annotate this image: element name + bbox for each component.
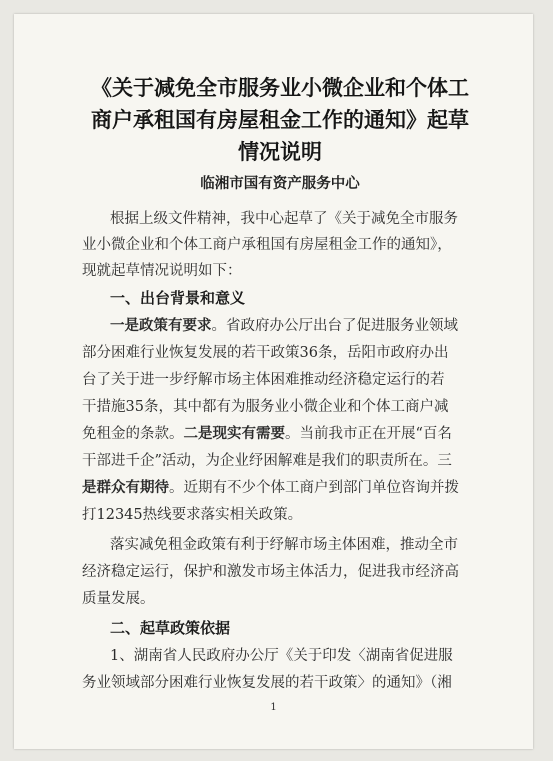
section-1-para-1-line-6: 干部进千企”活动，为企业纾困解难是我们的职责所在。三 <box>82 453 452 469</box>
section-1-para-1-line-7 <box>82 476 492 500</box>
intro-line-2: 业小微企业和个体工商户承租国有房屋租金工作的通知》， <box>82 237 452 253</box>
document-title-line-2: 商户承租国有房屋租金工作的通知》起草 <box>91 108 469 132</box>
text-run: 。当前我市正在开展“百名 <box>285 426 452 442</box>
section-2-heading: 二、起草政策依据 <box>110 619 231 637</box>
section-1-para-1-line-4: 干措施35条，其中都有为服务业小微企业和个体工商户减 <box>82 399 449 415</box>
emphasis-point-1: 一是政策有要求 <box>110 318 212 334</box>
document-page <box>14 14 533 749</box>
section-1-para-1-line-5 <box>82 422 492 446</box>
intro-line-3: 现就起草情况说明如下： <box>82 263 242 279</box>
section-2-para-1-line-1: 1、湖南省人民政府办公厅《关于印发〈湖南省促进服 <box>110 648 453 664</box>
section-2-para-1-line-2: 务业领域部分困难行业恢复发展的若干政策〉的通知》（湘 <box>82 675 452 691</box>
emphasis-point-3: 是群众有期待 <box>82 480 169 496</box>
text-run: 。近期有不少个体工商户到部门单位咨询并拨 <box>169 480 459 496</box>
document-title-line-1: 《关于减免全市服务业小微企业和个体工 <box>91 76 469 100</box>
section-1-para-2-line-2: 经济稳定运行，保护和激发市场主体活力，促进我市经济高 <box>82 564 459 580</box>
document-author: 临湘市国有资产服务中心 <box>200 175 360 192</box>
section-1-para-1-line-3: 台了关于进一步纾解市场主体困难推动经济稳定运行的若 <box>82 372 445 388</box>
section-1-para-1-line-8: 打12345热线要求落实相关政策。 <box>82 507 303 523</box>
section-1-para-1-line-2: 部分困难行业恢复发展的若干政策36条，岳阳市政府办出 <box>82 345 449 361</box>
text-run: 免租金的条款。 <box>82 426 184 442</box>
section-1-para-1-line-1 <box>110 314 492 338</box>
emphasis-point-2: 二是现实有需要 <box>183 426 285 442</box>
page-number: 1 <box>270 702 277 713</box>
document-title-line-3: 情况说明 <box>238 140 322 164</box>
intro-line-1: 根据上级文件精神，我中心起草了《关于减免全市服务 <box>110 211 458 227</box>
section-1-heading: 一、出台背景和意义 <box>110 289 246 307</box>
section-1-para-2-line-3: 质量发展。 <box>82 591 155 607</box>
text-run: 。省政府办公厅出台了促进服务业领域 <box>211 318 458 334</box>
section-1-para-2-line-1: 落实减免租金政策有利于纾解市场主体困难，推动全市 <box>110 537 458 553</box>
